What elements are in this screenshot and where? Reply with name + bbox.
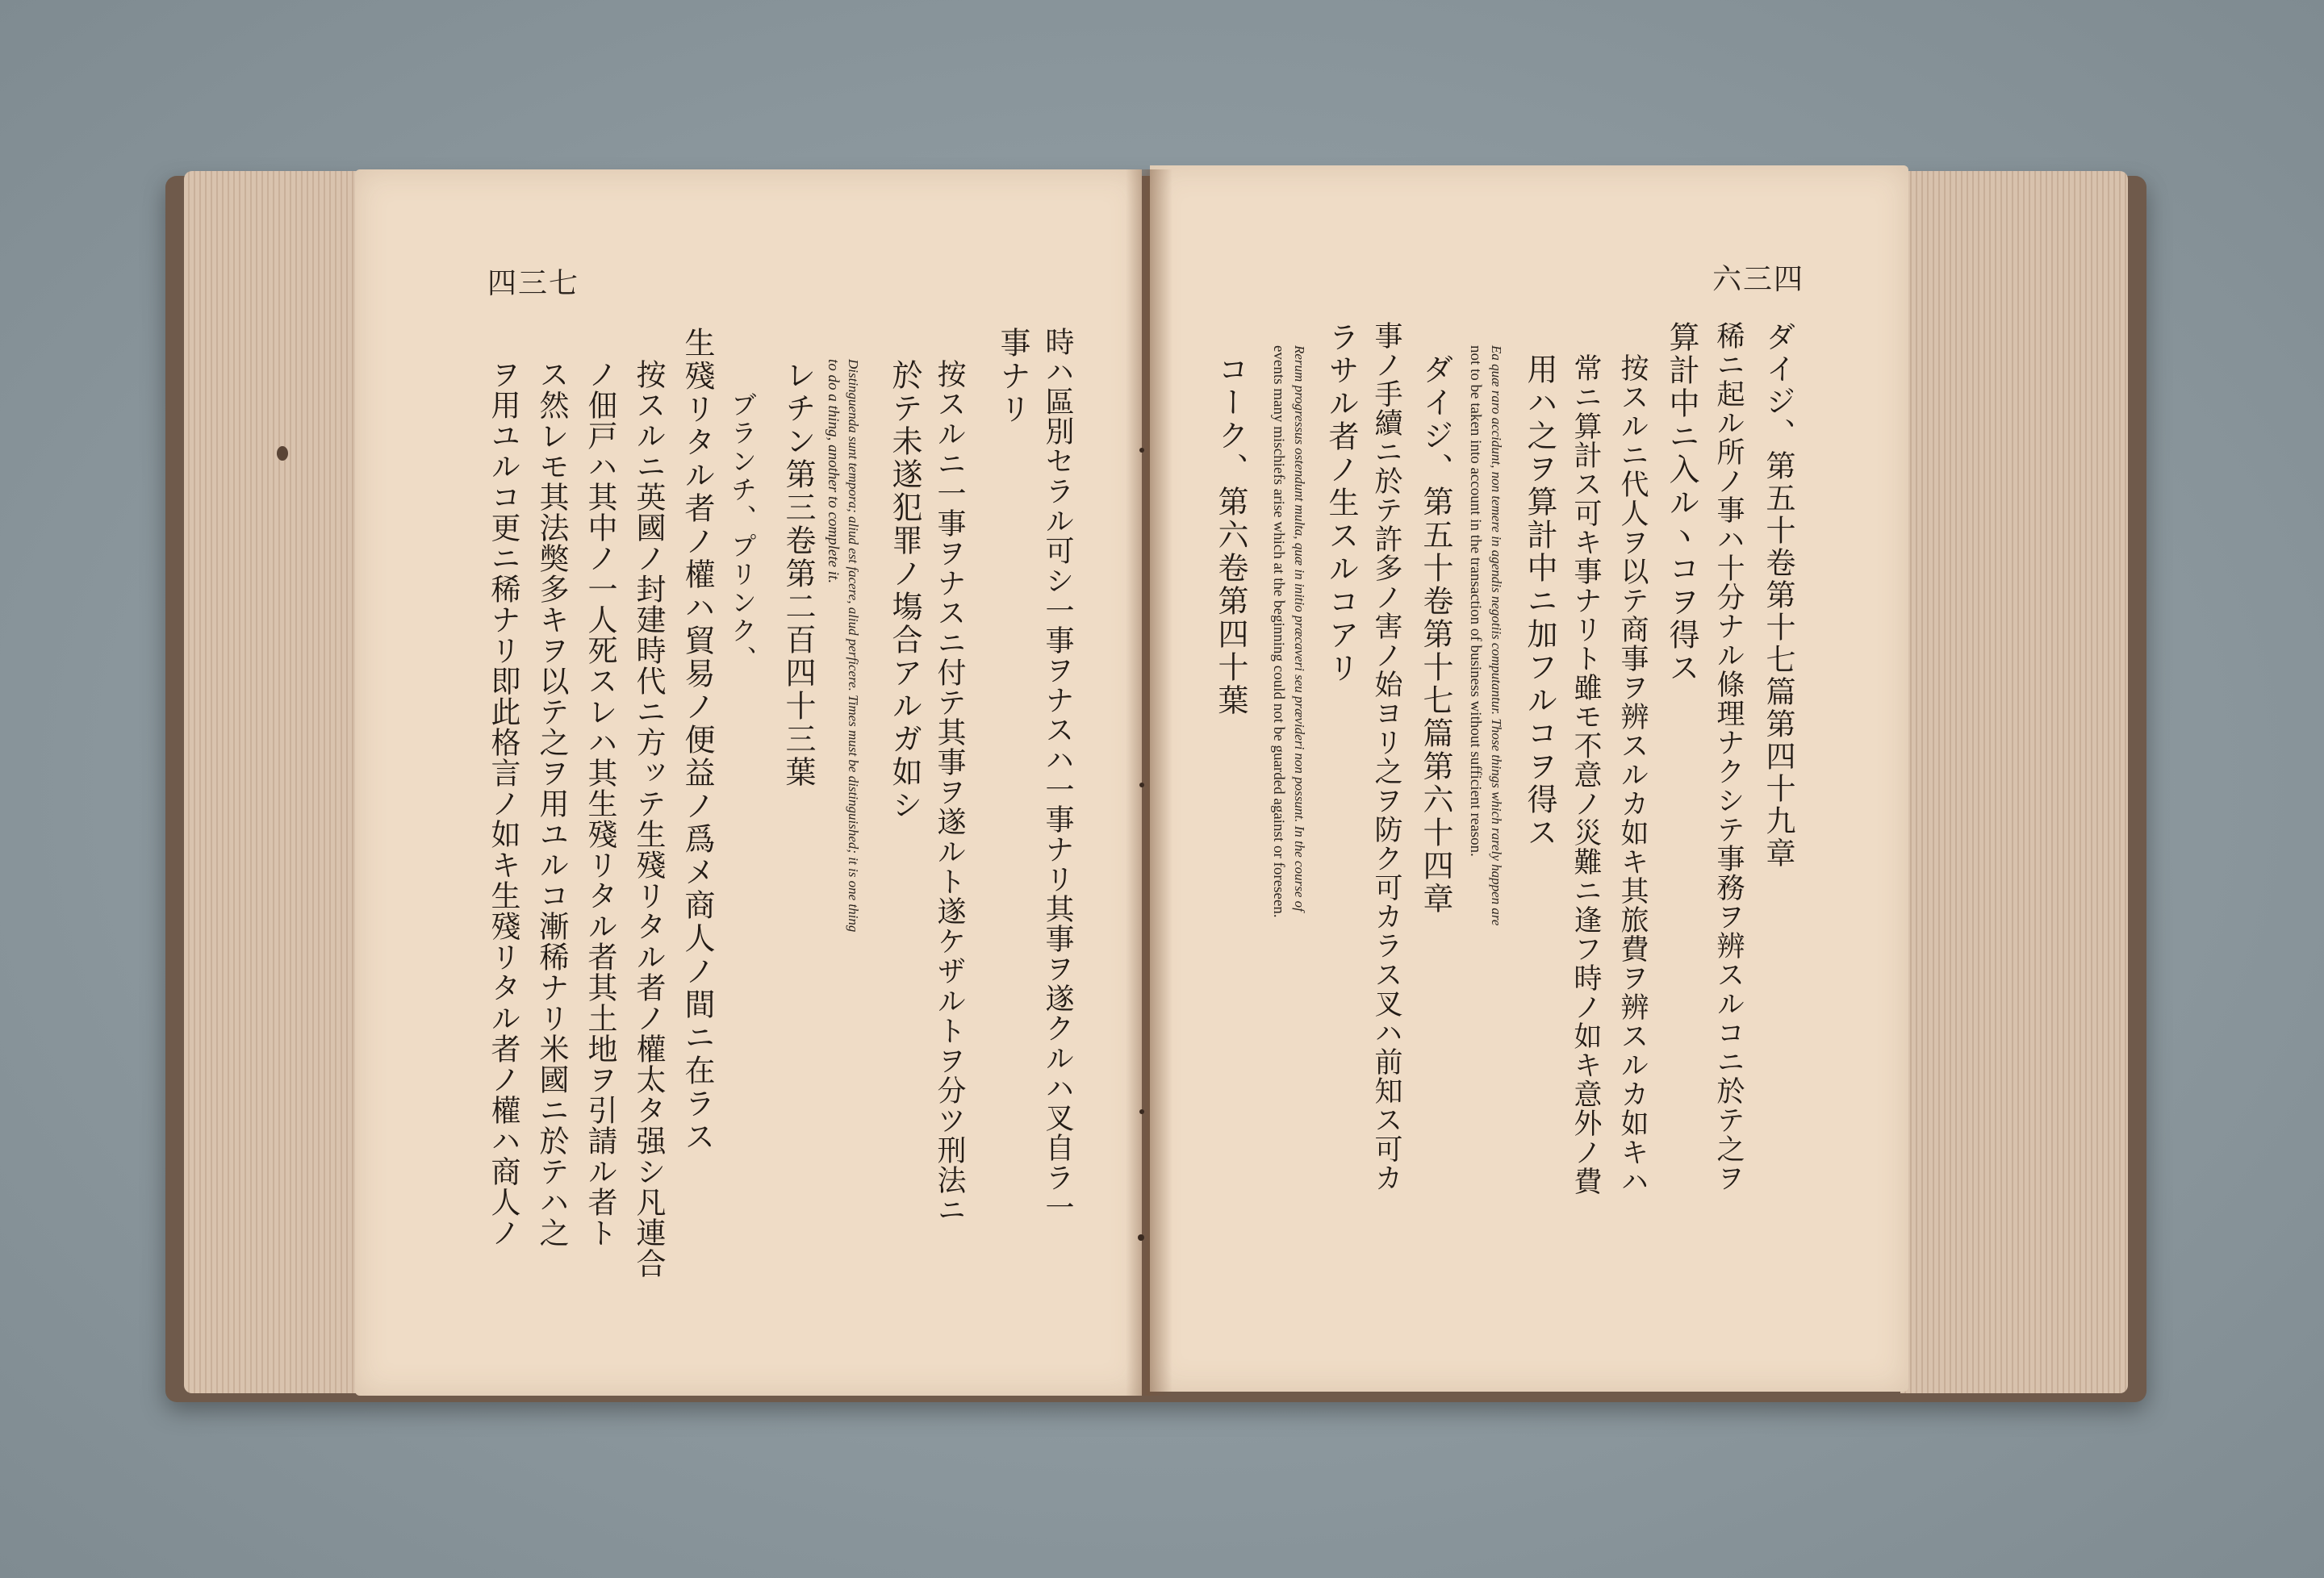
right-page-stack	[1900, 171, 2128, 1393]
text-line: ス然レモ其法獘多キヲ以テ之ヲ用ユルコ漸稀ナリ米國ニ於テハ之	[534, 359, 569, 1248]
stitch-hole	[1139, 783, 1144, 787]
text-line: 常ニ算計ス可キ事ナリト雖モ不意ノ災難ニ逢フ時ノ如キ意外ノ費	[1570, 353, 1602, 1196]
text-line: 按スルニ英國ノ封建時代ニ方ッテ生殘リタル者ノ權太タ强シ凡連合	[631, 359, 666, 1279]
stitch-hole	[1139, 448, 1144, 453]
text-line: 稀ニ起ル所ノ事ハ十分ナル條理ナクシテ事務ヲ辨スルコニ於テ之ヲ	[1712, 321, 1745, 1192]
citation: レチン第三卷第二百四十三葉	[780, 359, 816, 789]
text-line: 時ハ區別セラル可シ一事ヲナスハ一事ナリ其事ヲ遂クルハ叉自ラ一	[1041, 327, 1074, 1222]
latin-english-text: Rerum progressus ostendunt multa, quæ in initio præcaveri seu prævideri non possunt. In the course of	[1292, 345, 1307, 912]
chapter-reference: ダイジ、第五十卷第十七篇第四十九章	[1761, 321, 1795, 870]
page-number-left: 四三七	[487, 267, 580, 300]
stitch-hole	[1139, 1109, 1144, 1114]
book-gutter	[1126, 169, 1172, 1396]
text-line: ラサル者ノ生スルコアリ	[1323, 321, 1359, 685]
section-heading: 生殘リタル者ノ權ハ貿易ノ便益ノ爲メ商人ノ間ニ在ラス	[679, 327, 715, 1154]
chapter-reference: コーク、第六卷第四十葉	[1213, 353, 1248, 717]
section-heading: ブランチ、プリンク、	[727, 391, 758, 674]
latin-english-text: events many mischiefs arise which at the beginning could not be guarded against or foreseen.	[1270, 345, 1287, 918]
latin-english-text: not to be taken into account in the transaction of business without sufficient reason.	[1467, 345, 1484, 857]
text-line: 按スルニ代人ヲ以テ商事ヲ辨スルカ如キ其旅費ヲ辨スルカ如キハ	[1616, 353, 1649, 1196]
chapter-reference: ダイジ、第五十卷第十七篇第六十四章	[1418, 353, 1453, 916]
latin-english-text: Distinguenda sunt tempora; aliud est facere, aliud perficere. Times must be distinguished; it is one thing	[846, 359, 861, 933]
text-line: 按スルニ一事ヲナスニ付テ其事ヲ遂ルト遂ケザルトヲ分ツ刑法ニ	[933, 359, 966, 1225]
paper-spot	[277, 446, 288, 461]
text-line: ノ佃戸ハ其中ノ一人死スレハ其生殘リタル者其土地ヲ引請ル者ト	[583, 359, 617, 1248]
latin-english-text: Ea quæ raro accidunt, non temere in agendis negotiis computantur. Those things which rarely happen are	[1489, 345, 1504, 926]
text-line: 事ノ手續ニ於テ許多ノ害ノ始ヨリ之ヲ防ク可カラス叉ハ前知ス可カ	[1370, 321, 1402, 1192]
page-number-right: 六三四	[1712, 263, 1805, 296]
stitch-hole	[1138, 1234, 1144, 1241]
text-line: 算計中ニ入ルヽコヲ得ス	[1664, 321, 1699, 685]
text-line: 事ナリ	[995, 327, 1030, 426]
latin-english-text: to do a thing, another to complete it.	[825, 359, 842, 584]
text-line: 於テ未遂犯罪ノ塲合アルガ如シ	[887, 359, 922, 822]
text-line: ヲ用ユルコ更ニ稀ナリ即此格言ノ如キ生殘リタル者ノ權ハ商人ノ	[486, 359, 520, 1248]
text-line: 用ハ之ヲ算計中ニ加フルコヲ得ス	[1522, 353, 1557, 850]
